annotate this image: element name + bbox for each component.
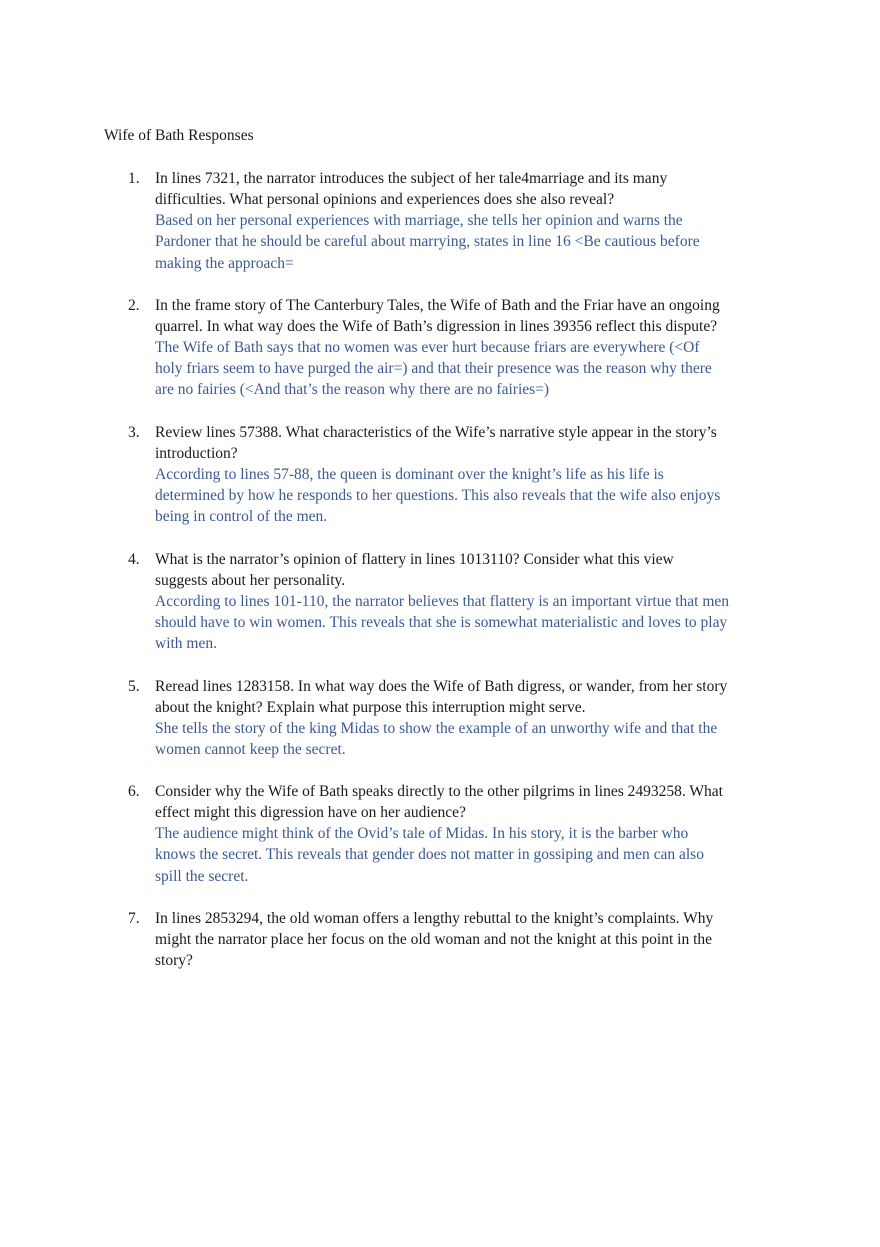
answer-text: The Wife of Bath says that no women was ever hurt because friars are everywhere (<Of holy friars seem to have purged the air=) and that their presence was the reason why there are no fairies (<And that’s the reason why there are no fairies=) <box>155 338 712 399</box>
question-number: 4. <box>128 550 140 568</box>
question-item-5 <box>0 676 880 761</box>
question-item-4 <box>0 549 880 655</box>
question-text: In lines 2853294, the old woman offers a lengthy rebuttal to the knight’s complaints. Why might the narrator place her focus on the old woman and not the knight at this point in the story? <box>155 910 714 970</box>
question-number: 7. <box>128 910 140 928</box>
answer-text: According to lines 57-88, the queen is dominant over the knight’s life as his life is determined by how he responds to her questions. This also reveals that the wife also enjoys being in control of the men. <box>155 465 721 526</box>
question-number: 6. <box>128 783 140 801</box>
question-text: In the frame story of The Canterbury Tales, the Wife of Bath and the Friar have an ongoing quarrel. In what way does the Wife of Bath’s digression in lines 39356 reflect this dispute? <box>155 296 720 335</box>
question-item-6 <box>0 781 880 887</box>
question-number: 1. <box>128 170 140 187</box>
answer-text: She tells the story of the king Midas to show the example of an unworthy wife and that the women cannot keep the secret. <box>155 719 718 758</box>
question-text: Reread lines 1283158. In what way does the Wife of Bath digress, or wander, from her story about the knight? Explain what purpose this interruption might serve. <box>155 677 728 716</box>
question-text: In lines 7321, the narrator introduces the subject of her tale4marriage and its many difficulties. What personal opinions and experiences does she also reveal? <box>155 170 668 208</box>
question-number: 3. <box>128 423 140 441</box>
document-title: Wife of Bath Responses <box>104 127 254 144</box>
question-number: 2. <box>128 296 140 314</box>
question-number: 5. <box>128 677 140 695</box>
question-item-3 <box>0 422 880 528</box>
question-text: Review lines 57388. What characteristics of the Wife’s narrative style appear in the story’s introduction? <box>155 423 717 462</box>
question-list <box>0 168 880 992</box>
question-text: What is the narrator’s opinion of flattery in lines 1013110? Consider what this view suggests about her personality. <box>155 550 674 589</box>
question-item-7 <box>0 908 880 971</box>
answer-text: According to lines 101-110, the narrator believes that flattery is an important virtue that men should have to win women. This reveals that she is somewhat materialistic and loves to play with men. <box>155 592 730 653</box>
answer-text: The audience might think of the Ovid’s tale of Midas. In his story, it is the barber who knows the secret. This reveals that gender does not matter in gossiping and men can also spill the secret. <box>155 825 704 885</box>
question-text: Consider why the Wife of Bath speaks directly to the other pilgrims in lines 2493258. What effect might this digression have on her audience? <box>155 783 723 822</box>
question-item-2 <box>0 295 880 401</box>
question-item-1 <box>0 168 880 274</box>
answer-text: Based on her personal experiences with marriage, she tells her opinion and warns the Pardoner that he should be careful about marrying, states in line 16 <Be cautious before making the approach= <box>155 212 700 272</box>
